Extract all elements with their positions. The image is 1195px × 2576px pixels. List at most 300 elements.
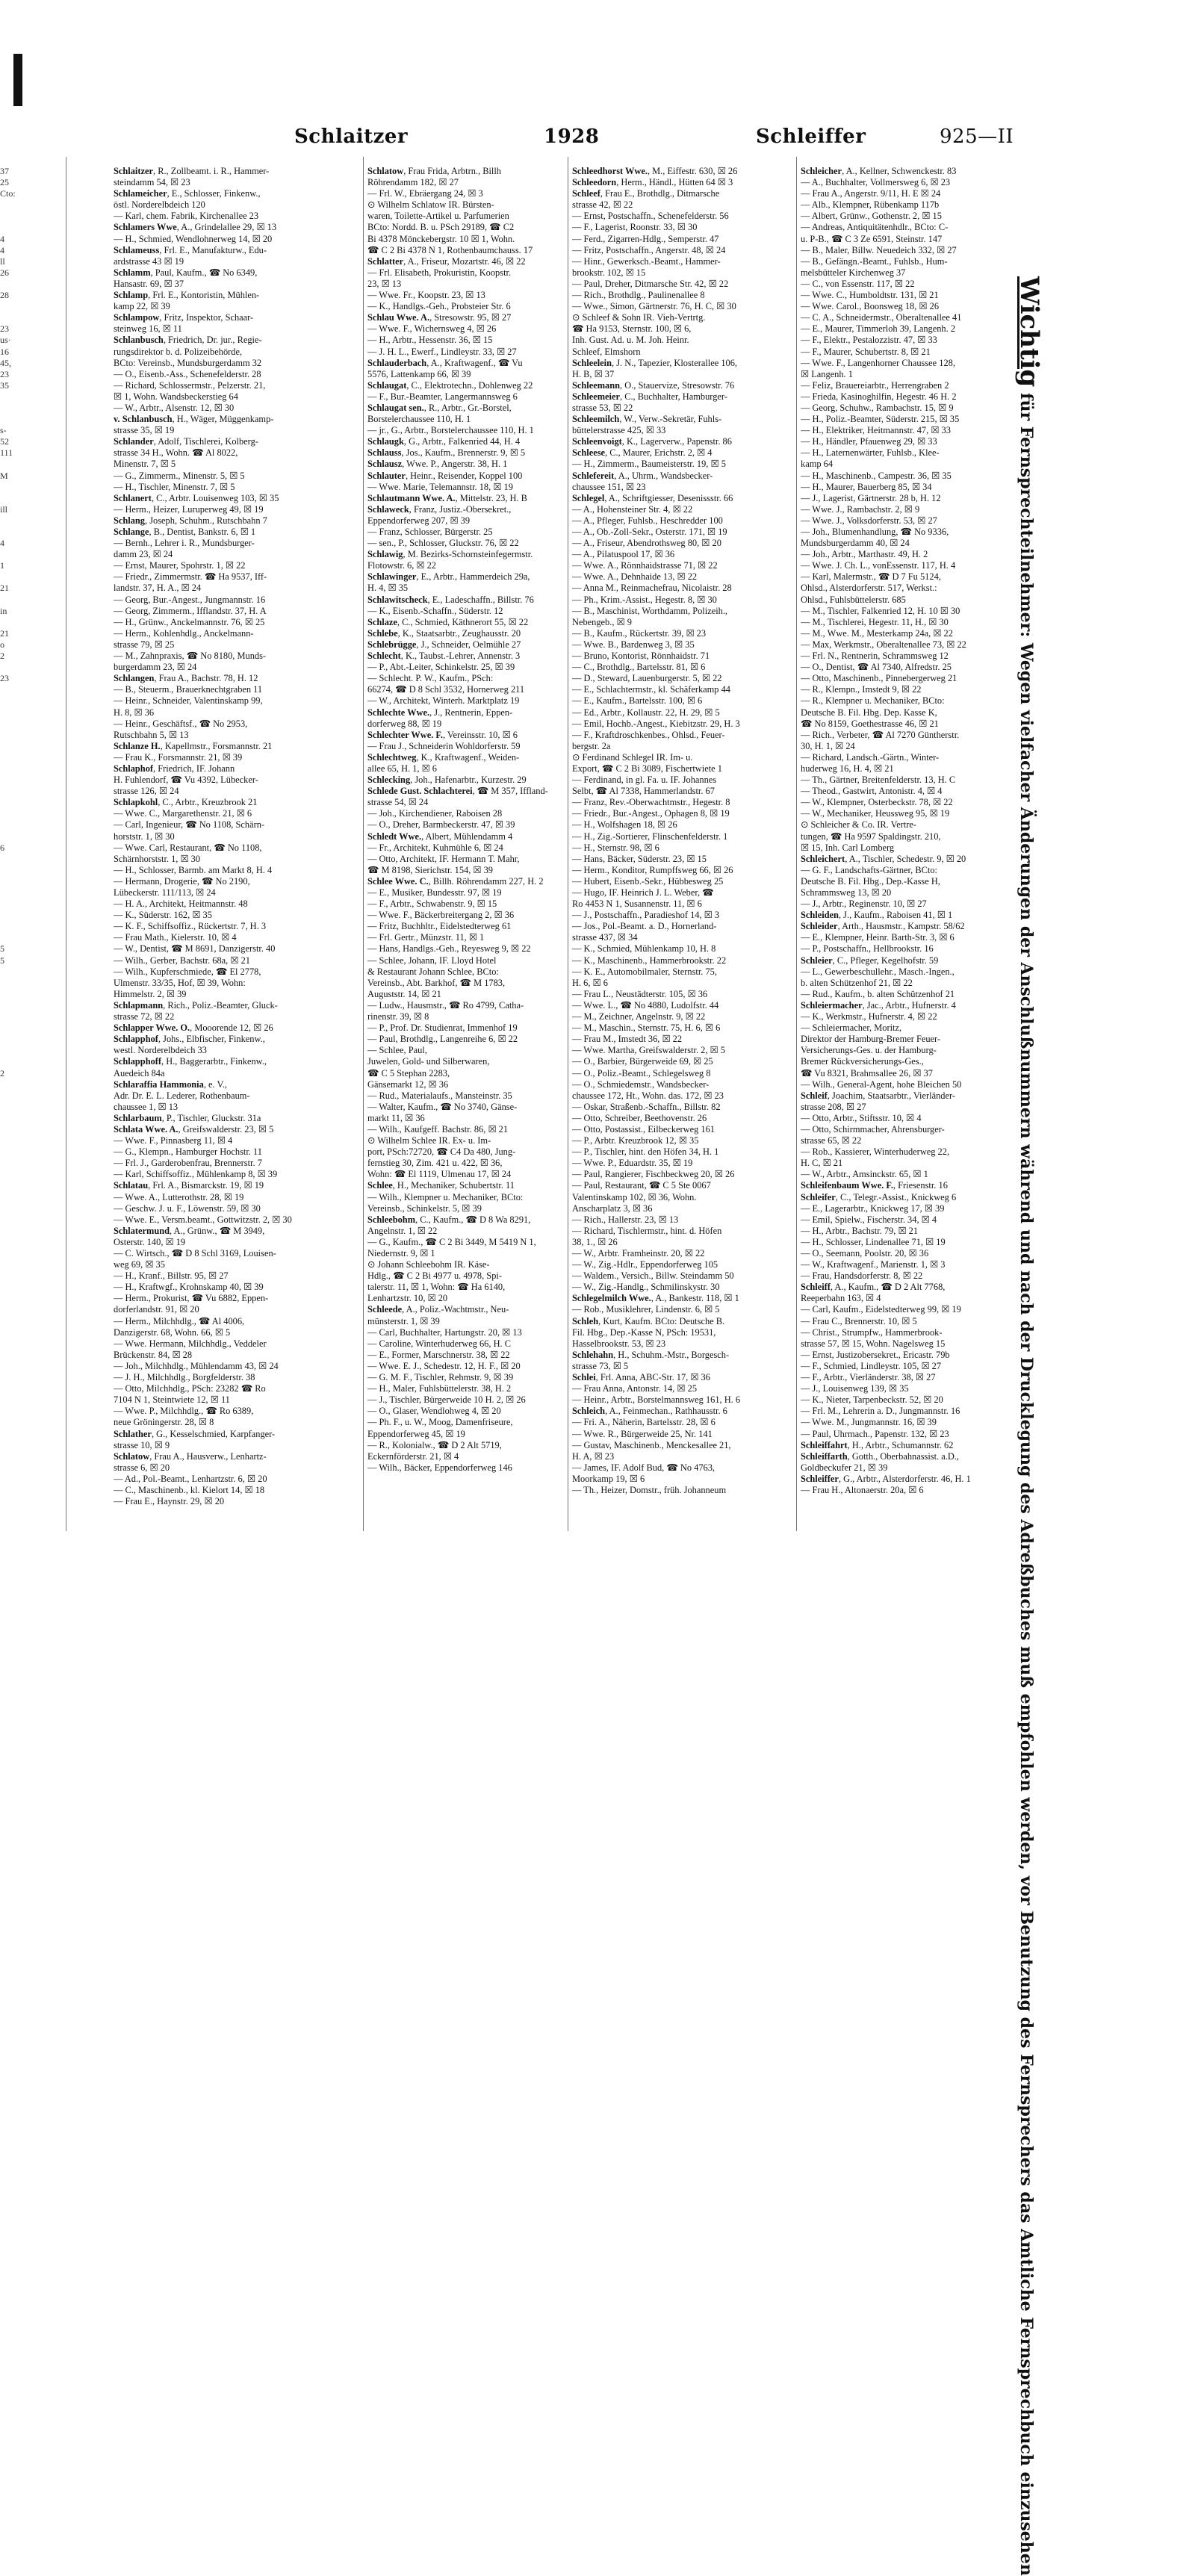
margin-fragment: 37 [0,166,9,176]
directory-entry-line: — Ferd., Zigarren-Hdlg., Semperstr. 47 [572,233,719,244]
directory-entry-line: Schlawitscheck, E., Ladeschaffn., Billstr. 76 [367,594,534,605]
margin-fragment [0,786,16,797]
margin-fragment [0,459,16,470]
directory-entry-line: rinenstr. 39, ☒ 8 [367,1011,429,1022]
directory-entry-line: — R., Klempner u. Mechaniker, BCto: [801,695,945,707]
directory-entry-line: ☎ M 8198, Sierichstr. 154, ☒ 39 [367,864,493,875]
directory-entry-line: Schleiermacher, Jac., Arbtr., Hufnerstr. 4 [801,999,956,1011]
directory-entry-line: 23, ☒ 13 [367,278,402,289]
directory-entry-line: strasse 57, ☒ 15, Wohn. Nagelsweg 15 [801,1338,946,1349]
directory-entry-line: Schleenvoigt, K., Lagerverw., Papenstr. 86 [572,436,732,447]
directory-entry-line: Hasselbrookstr. 53, ☒ 23 [572,1338,666,1349]
directory-entry-line: — Emil, Hochb.-Angest., Kiebitzstr. 29, H. 3 [572,718,740,729]
directory-entry-line: Schlanert, C., Arbtr. Louisenweg 103, ☒ 35 [114,492,279,503]
directory-entry-line: — Carl, Buchhalter, Hartungstr. 20, ☒ 13 [367,1326,522,1338]
directory-entry-line: — Wwe. J., Volksdorferstr. 53, ☒ 27 [801,515,937,526]
column-rule [796,157,797,1531]
margin-fragment [0,1383,16,1394]
directory-entry-line: Adr. Dr. E. L. Lederer, Rothenbaum- [114,1090,250,1101]
directory-entry-line: — Schlecht. P. W., Kaufm., PSch: [367,673,494,684]
directory-entry-line: Schlegel, A., Schriftgiesser, Desenissstr. 66 [572,492,733,503]
margin-fragment [0,1214,16,1226]
directory-entry-line: — G., Klempn., Hamburger Hochstr. 11 [114,1146,262,1158]
directory-entry-line: — Otto, Arbtr., Stiftsstr. 10, ☒ 4 [801,1112,922,1123]
margin-fragment [0,887,16,899]
directory-entry-line: — D., Steward, Lauenburgerstr. 5, ☒ 22 [572,673,722,684]
margin-fragment [0,1316,16,1327]
directory-entry-line: — C., Maschinenb., kl. Kielort 14, ☒ 18 [114,1484,265,1495]
margin-fragment: ill [0,503,8,515]
directory-entry-line: — jr., G., Arbtr., Borstelerchaussee 110, H. 1 [367,425,534,436]
directory-entry-line: waren, Toilette-Artikel u. Parfumerien [367,211,509,222]
directory-entry-line: — E., Maurer, Timmerloh 39, Langenh. 2 [801,323,956,335]
margin-fragment [0,1135,16,1146]
directory-entry-line: — Hubert, Eisenb.-Sekr., Hübbesweg 25 [572,875,724,887]
margin-fragment [0,775,16,786]
directory-entry-line: — B., Steuerm., Brauerknechtgraben 11 [114,684,263,695]
margin-fragment [0,989,16,1000]
directory-entry-line: — Frau E., Haynstr. 29, ☒ 20 [114,1496,225,1507]
margin-fragment [0,414,16,425]
directory-entry-line: Vereinsb., Abt. Barkhof, ☎ M 1783, [367,977,506,988]
margin-fragment: 45, [0,357,11,368]
directory-entry-line: strasse 34 H., Wohn. ☎ Al 8022, [114,447,238,459]
directory-entry-line: östl. Norderelbdeich 120 [114,199,205,211]
directory-entry-line: rungsdirektor b. d. Polizeibehörde, [114,346,243,357]
directory-entry-line: — W., Klempner, Osterbeckstr. 78, ☒ 22 [801,797,953,808]
directory-entry-line: — J., Arbtr., Reginenstr. 10, ☒ 27 [801,899,927,910]
margin-fragment: 28 [0,290,9,301]
directory-entry-line: — Wwe. Fr., Koopstr. 23, ☒ 13 [367,290,485,301]
directory-entry-line: — Joh., Arbtr., Marthastr. 49, H. 2 [801,549,928,560]
directory-entry-line: — H., Laternenwärter, Fuhlsb., Klee- [801,447,940,459]
directory-entry-line: — Carl, Kaufm., Eidelstedterweg 99, ☒ 19 [801,1304,961,1315]
directory-entry-line: 66274, ☎ D 8 Schl 3532, Hornerweg 211 [367,684,525,695]
margin-fragment [0,1113,16,1124]
directory-entry-line: — H., Kranf., Billstr. 95, ☒ 27 [114,1270,229,1282]
directory-entry-line: ⊙ Johann Schleebohm IR. Käse- [367,1259,490,1270]
directory-entry-line: — Rob., Musiklehrer, Lindenstr. 6, ☒ 5 [572,1304,720,1315]
directory-entry-line: Schlawinger, E., Arbtr., Hammerdeich 29a, [367,571,530,583]
directory-entry-line: steindamm 54, ☒ 23 [114,177,190,188]
directory-entry-line: — Frau C., Brennerstr. 10, ☒ 5 [801,1315,917,1326]
directory-entry-line: Schlaweck, Franz, Justiz.-Obersekret., [367,503,512,515]
directory-entry-line: Schlegelmilch Wwe., A., Bankestr. 118, ☒ 1 [572,1293,739,1304]
directory-entry-line: — Th., Heizer, Domstr., früh. Johanneum [572,1484,727,1495]
directory-entry-line: — Fr., Architekt, Kuhmühle 6, ☒ 24 [367,842,503,853]
margin-fragment: 21 [0,583,9,594]
directory-entry-line: Schlei, Frl. Anna, ABC-Str. 17, ☒ 36 [572,1372,710,1383]
directory-entry-line: H. 4, ☒ 35 [367,583,409,594]
margin-fragment [0,403,16,414]
margin-fragment [0,199,16,211]
margin-fragment [0,515,16,527]
directory-entry-line: Schlameuss, Frl. E., Manufakturw., Edu- [114,244,267,255]
directory-entry-line: — C., von Essenstr. 117, ☒ 22 [801,278,915,289]
directory-entry-line: — Paul, Brothdlg., Langenreihe 6, ☒ 22 [367,1034,518,1045]
directory-entry-line: — Wwe. E. J., Schedestr. 12, H. F., ☒ 20 [367,1360,521,1371]
margin-fragment: 2 [0,1067,4,1078]
margin-fragment [0,1327,16,1338]
directory-entry-line: — Jos., Pol.-Beamt. a. D., Hornerland- [572,921,717,932]
directory-entry-line: — H., Schmied, Wendlohnerweg 14, ☒ 20 [114,233,273,244]
directory-entry-line: Schleebohm, C., Kaufm., ☎ D 8 Wa 8291, [367,1214,531,1225]
directory-entry-line: Bi 4378 Mönckebergstr. 10 ☒ 1, Wohn. [367,233,515,244]
directory-entry-line: — Waldem., Versich., Billw. Steindamm 50 [572,1270,734,1282]
directory-entry-line: Schlee, H., Mechaniker, Schubertstr. 11 [367,1180,515,1191]
directory-entry-line: — E., Musiker, Bundesstr. 97, ☒ 19 [367,887,502,898]
directory-entry-line: Schlechtweg, K., Kraftwagenf., Weiden- [367,751,520,763]
margin-fragment [0,1361,16,1372]
directory-entry-line: — Schlee, Paul, [367,1045,427,1056]
directory-entry-line: — Frau H., Altonaerstr. 20a, ☒ 6 [801,1484,924,1495]
margin-fragment [0,391,16,403]
header-left-word: Schlaitzer [294,125,409,148]
directory-entry-line: Deutsche B. Fil. Hbg. Dep. Kasse K, [801,707,937,718]
margin-fragment [0,571,16,583]
directory-entry-line: — J., Tischler, Bürgerweide 10 H. 2, ☒ 26 [367,1394,526,1406]
directory-entry-line: H. C, ☒ 21 [801,1158,843,1169]
directory-entry-line: — M., Tischlerei, Hegestr. 11, H., ☒ 30 [801,616,949,627]
directory-entry-line: — Wilh., Bäcker, Eppendorferweg 146 [367,1462,512,1473]
directory-entry-line: — F., Bur.-Beamter, Langermannsweg 6 [367,391,518,402]
directory-entry-line: — Heinr., Schneider, Valentinskamp 99, [114,695,263,707]
margin-fragment: 23 [0,368,9,379]
margin-fragment [0,1237,16,1248]
directory-entry-line: kamp 64 [801,459,834,470]
margin-fragment: us· [0,335,11,346]
directory-entry-line: — W., Arbtr., Alsenstr. 12, ☒ 30 [114,402,235,413]
directory-column-2 [367,166,565,1533]
directory-entry-line: — M., Maschin., Sternstr. 75, H. 6, ☒ 6 [572,1022,721,1034]
directory-entry-line: — Friedr., Bur.-Angest., Ophagen 8, ☒ 19 [572,808,730,819]
directory-entry-line: — Wwe. F., Pinnasberg 11, ☒ 4 [114,1135,233,1146]
directory-entry-line: Schlangen, Frau A., Bachstr. 78, H. 12 [114,673,258,684]
directory-entry-line: — H., Arbtr., Hessenstr. 36, ☒ 15 [367,335,493,346]
sidebar-notice-lead: Wichtig [1014,276,1044,388]
directory-entry-line: allee 65, H. 1, ☒ 6 [367,763,438,774]
directory-entry-line: ☒ Langenh. 1 [801,368,853,379]
margin-fragment: 5 [0,943,4,955]
directory-entry-line: — Herm., Konditor, Rumpffsweg 66, ☒ 26 [572,864,733,875]
directory-entry-line: Schleif, Joachim, Staatsarbtr., Vierländer- [801,1090,955,1101]
directory-entry-line: — sen., P., Schlosser, Gluckstr. 76, ☒ 22 [367,538,519,549]
directory-entry-line: Schlausz, Wwe. P., Angerstr. 38, H. 1 [367,459,508,470]
directory-entry-line: Schleese, C., Maurer, Erichstr. 2, ☒ 4 [572,447,713,459]
directory-entry-line: Schlarbaum, P., Tischler, Gluckstr. 31a [114,1112,261,1123]
directory-entry-line: — Frl. M., Lehrerin a. D., Jungmannstr. 16 [801,1406,960,1417]
directory-entry-line: — J. H., Milchhdlg., Borgfelderstr. 38 [114,1372,255,1383]
margin-fragment [0,932,16,943]
directory-entry-line: — O., Eisenb.-Ass., Schenefelderstr. 28 [114,368,261,379]
directory-entry-line: — H., Schlosser, Barmb. am Markt 8, H. 4 [114,864,273,875]
directory-entry-line: — O., Dreher, Barmbeckerstr. 47, ☒ 39 [367,819,515,831]
directory-entry-line: — Hans, Bäcker, Süderstr. 23, ☒ 15 [572,853,707,864]
sidebar-notice [1014,276,1059,2576]
directory-entry-line: Schlapphoff, H., Baggerarbtr., Finkenw., [114,1056,267,1067]
directory-entry-line: — Joh., Kirchendiener, Raboisen 28 [367,808,503,819]
directory-entry-line: — E., Kaufm., Bartelsstr. 100, ☒ 6 [572,695,703,707]
margin-fragment [0,695,16,707]
directory-entry-line: strasse 42, ☒ 22 [572,199,633,211]
directory-entry-line: Schleich, A., Feinmechan., Rathhausstr. 6 [572,1406,727,1417]
directory-entry-line: Lenhartzstr. 10, ☒ 20 [367,1293,448,1304]
directory-entry-line: Schlaugk, G., Arbtr., Falkenried 44, H. 4 [367,436,521,447]
directory-entry-line: Schlamm, Paul, Kaufm., ☎ No 6349, [114,267,258,278]
margin-fragment: 5 [0,955,4,966]
directory-entry-line: — H., Zimmerm., Baumeisterstr. 19, ☒ 5 [572,459,726,470]
directory-entry-line: — Frau M., Imstedt 36, ☒ 22 [572,1034,683,1045]
directory-entry-line: — Wilh., Kupferschmiede, ☎ El 2778, [114,966,261,977]
directory-entry-line: ☎ C 2 Bi 4378 N 1, Rothenbaumchauss. 17 [367,244,533,255]
directory-entry-line: Schlefereit, A., Uhrm., Wandsbecker- [572,470,713,481]
margin-fragment [0,966,16,978]
directory-entry-line: Auguststr. 14, ☒ 21 [367,988,441,999]
directory-entry-line: H. Fuhlendorf, ☎ Vu 4392, Lübecker- [114,775,258,786]
directory-entry-line: Schleemann, O., Stauervize, Stresowstr. 76 [572,379,735,391]
directory-entry-line: — W., Zig.-Handlg., Schmilinskystr. 30 [572,1282,720,1293]
directory-entry-line: — R., Klempn., Imstedt 9, ☒ 22 [801,684,922,695]
directory-entry-line: strasse 6, ☒ 20 [114,1462,170,1473]
directory-entry-line: strasse 53, ☒ 22 [572,402,633,413]
directory-entry-line: — Joh., Blumenhandlung, ☎ No 9336, [801,527,949,537]
directory-entry-line: — Ph., Krim.-Assist., Hegestr. 8, ☒ 30 [572,594,717,605]
directory-entry-line: — Ludw., Hausmstr., ☎ Ro 4799, Catha- [367,999,524,1011]
directory-entry-line: — Wwe. C., Margarethenstr. 21, ☒ 6 [114,808,252,819]
margin-fragment: 26 [0,267,9,278]
directory-entry-line: dorferweg 88, ☒ 19 [367,718,442,729]
margin-fragment [0,1000,16,1011]
directory-entry-line: — H., Zig.-Sortierer, Flinschenfelderstr. 1 [572,831,728,842]
directory-entry-line: burgerdamm 23, ☒ 24 [114,662,197,673]
directory-entry-line: Schlehahn, H., Schuhm.-Mstr., Borgesch- [572,1349,730,1360]
margin-fragment [0,1259,16,1270]
directory-entry-line: — Frau Anna, Antonstr. 14, ☒ 25 [572,1383,698,1394]
margin-fragment [0,1034,16,1045]
margin-fragment: 23 [0,673,9,684]
directory-entry-line: Schlatow, Frau A., Hausverw., Lenhartz- [114,1450,267,1462]
directory-entry-line: v. Schlanbusch, H., Wäger, Müggenkamp- [114,414,274,425]
margin-fragment [0,1124,16,1135]
directory-entry-line: — Ernst, Maurer, Spohrstr. 1, ☒ 22 [114,560,246,571]
directory-entry-line: — O., Schmiedemstr., Wandsbecker- [572,1078,710,1090]
directory-entry-line: — M., Zahnpraxis, ☎ No 8180, Munds- [114,651,267,662]
directory-entry-line: — Richard, Tischlermstr., hint. d. Höfen [572,1225,722,1236]
directory-entry-line: Schlapmann, Rich., Poliz.-Beamter, Gluck- [114,999,278,1011]
directory-entry-line: Röhrendamm 182, ☒ 27 [367,177,459,188]
directory-entry-line: — M., Zeichner, Angelnstr. 9, ☒ 22 [572,1011,706,1022]
directory-entry-line: H. 8, ☒ 36 [114,707,155,718]
directory-entry-line: — A., Friseur, Abendrothsweg 80, ☒ 20 [572,538,721,549]
directory-entry-line: — Wwe. L., ☎ No 4880, Ludolfstr. 44 [572,999,719,1011]
directory-entry-line: — H., Maler, Fuhlsbüttelerstr. 38, H. 2 [367,1383,512,1394]
margin-fragment: 35 [0,379,9,391]
directory-entry-line: strasse 126, ☒ 24 [114,786,179,797]
directory-entry-line: — Franz, Schlosser, Bürgerstr. 25 [367,527,493,537]
directory-entry-line: — Wwe. R., Bürgerweide 25, Nr. 141 [572,1428,713,1439]
margin-fragment: 23 [0,323,9,335]
directory-entry-line: Schlechte Wwe., J., Rentnerin, Eppen- [367,707,513,718]
directory-entry-line: — Wwe. J., Rambachstr. 2, ☒ 9 [801,503,920,515]
directory-entry-line: Schleelein, J. N., Tapezier, Klosterallee 106, [572,357,738,368]
directory-entry-line: Schleef, Frau E., Brothdlg., Ditmarsche [572,188,720,199]
directory-entry-line: — Alb., Klempner, Rübenkamp 117b [801,199,940,211]
directory-entry-line: — P., Prof. Dr. Studienrat, Immenhof 19 [367,1022,518,1034]
directory-entry-line: — Oskar, Straßenb.-Schaffn., Billstr. 82 [572,1101,721,1112]
directory-entry-line: Ro 4453 N 1, Susannenstr. 11, ☒ 6 [572,899,702,910]
directory-entry-line: Schleicher, A., Kellner, Schwenckestr. 83 [801,166,957,176]
directory-entry-line: Schleh, Kurt, Kaufm. BCto: Deutsche B. [572,1315,725,1326]
directory-entry-line: Valentinskamp 102, ☒ 36, Wohn. [572,1191,697,1202]
directory-entry-line: — Wwe. P., Eduardstr. 35, ☒ 19 [572,1158,693,1169]
margin-fragment [0,1293,16,1304]
margin-fragment [0,301,16,312]
directory-entry-line: — K., Maschinenb., Hammerbrookstr. 22 [572,955,727,966]
directory-entry-line: büttelerstrasse 425, ☒ 33 [572,425,666,436]
directory-entry-line: Schlaphof, Friedrich, IF. Johann [114,763,235,774]
directory-entry-line: Schlebe, K., Staatsarbtr., Zeughausstr. 20 [367,627,521,639]
directory-entry-line: — Ph. F., u. W., Moog, Damenfriseure, [367,1417,513,1428]
directory-entry-line: H. B, ☒ 37 [572,368,615,379]
margin-fragment [0,1338,16,1350]
margin-fragment [0,707,16,719]
directory-entry-line: — Rich., Verbeter, ☎ Al 7270 Güntherstr. [801,729,960,740]
directory-entry-line: — Paul, Rangierer, Fischbeckweg 20, ☒ 26 [572,1169,735,1180]
directory-entry-line: — Wwe. A., Rönnhaidstrasse 71, ☒ 22 [572,560,718,571]
directory-entry-line: strasse 10, ☒ 9 [114,1439,170,1450]
directory-entry-line: Schlather, G., Kesselschmied, Karpfanger- [114,1428,276,1439]
margin-fragment [0,1158,16,1169]
directory-column-3 [572,166,793,1533]
directory-entry-line: — W., Dentist, ☎ M 8691, Danzigerstr. 40 [114,943,276,955]
directory-entry-line: — Richard, Landsch.-Gärtn., Winter- [801,751,940,763]
directory-entry-line: — Paul, Uhrmach., Papenstr. 132, ☒ 23 [801,1428,949,1439]
margin-fragment [0,1011,16,1022]
directory-entry-line: Hansastr. 69, ☒ 37 [114,278,184,289]
margin-fragment: 6 [0,842,4,853]
directory-entry-line: Juwelen, Gold- und Silberwaren, [367,1056,490,1067]
directory-entry-line: — Caroline, Winterhuderweg 66, H. C [367,1338,511,1349]
directory-entry-line: Lübeckerstr. 111/113, ☒ 24 [114,887,216,898]
directory-entry-line: — J., Louisenweg 139, ☒ 35 [801,1383,909,1394]
directory-entry-line: — Joh., Milchhdlg., Mühlendamm 43, ☒ 24 [114,1360,279,1371]
directory-entry-line: — K., Schmied, Mühlenkamp 10, H. 8 [572,943,716,955]
directory-entry-line: strasse 65, ☒ 22 [801,1135,862,1146]
directory-entry-line: 38, 1., ☒ 26 [572,1236,618,1247]
margin-fragment [0,910,16,921]
directory-entry-line: Schledt Wwe., Albert, Mühlendamm 4 [367,831,513,842]
directory-entry-line: kamp 22, ☒ 39 [114,301,170,312]
directory-entry-line: dorferlandstr. 91, ☒ 20 [114,1304,199,1315]
directory-entry-line: — Otto, Schreiber, Beethovenstr. 26 [572,1112,707,1123]
directory-entry-line: Hdlg., ☎ C 2 Bi 4977 u. 4978, Spi- [367,1270,502,1282]
directory-entry-line: — Feliz, Brauereiarbtr., Herrengraben 2 [801,379,949,391]
directory-entry-line: Reeperbahn 163, ☒ 4 [801,1293,881,1304]
directory-entry-line: horststr. 1, ☒ 30 [114,831,175,842]
directory-entry-line: huderweg 16, H. 4, ☒ 21 [801,763,894,774]
directory-entry-line: — A., Pilatuspool 17, ☒ 36 [572,549,675,560]
directory-entry-line: — Frau, Handsdorferstr. 8, ☒ 22 [801,1270,923,1282]
directory-entry-line: Angelnstr. 1, ☒ 22 [367,1225,438,1236]
directory-entry-line: — Heinr., Geschäftsf., ☎ No 2953, [114,718,248,729]
directory-entry-line: Schleiffarth, Gotth., Oberbahnassist. a.D., [801,1450,959,1462]
directory-entry-line: fernstieg 30, Zim. 421 u. 422, ☒ 36, [367,1158,503,1169]
directory-entry-line: Schärnhorststr. 1, ☒ 30 [114,853,201,864]
directory-entry-line: Schleiff, A., Kaufm., ☎ D 2 Alt 7768, [801,1282,946,1293]
directory-entry-line: Himmelstr. 2, ☒ 39 [114,988,187,999]
directory-entry-line: — Paul, Dreher, Ditmarsche Str. 42, ☒ 22 [572,278,729,289]
directory-entry-line: Schlatter, A., Friseur, Mozartstr. 46, ☒ 22 [367,255,526,267]
directory-entry-line: — H., Schlosser, Lindenallee 71, ☒ 19 [801,1236,946,1247]
directory-entry-line: Ulmenstr. 33/35, Hof, ☒ 39, Wohn: [114,977,246,988]
directory-entry-line: Schlautmann Wwe. A., Mittelstr. 23, H. B [367,492,527,503]
directory-entry-line: strasse 35, ☒ 19 [114,425,175,436]
directory-entry-line: ☎ No 8159, Goethestrasse 46, ☒ 21 [801,718,939,729]
directory-entry-line: — Rud., Kaufm., b. alten Schützenhof 21 [801,988,955,999]
directory-entry-line: — Wwe. J. Ch. L., vonEssenstr. 117, H. 4 [801,560,956,571]
directory-entry-line: — Otto, Maschinenb., Pinnebergerweg 21 [801,673,957,684]
directory-entry-line: Schleider, Arth., Hausmstr., Kampstr. 58/62 [801,921,965,932]
directory-entry-line: Schlatow, Frau Frida, Arbtrn., Billh [367,166,501,176]
margin-fragment [0,1102,16,1113]
directory-entry-line: — C. A., Schneidermstr., Oberaltenallee 41 [801,312,962,323]
margin-fragment [0,1282,16,1293]
directory-entry-line: — F., Arbtr., Vierländerstr. 38, ☒ 27 [801,1372,936,1383]
margin-fragment: M [0,470,8,481]
directory-entry-line: — P., Abt.-Leiter, Schinkelstr. 25, ☒ 39 [367,662,515,673]
directory-entry-line: Schlapper Wwe. O., Mooorende 12, ☒ 26 [114,1022,273,1034]
directory-entry-line: Bremer Rückversicherungs-Ges., [801,1056,924,1067]
directory-entry-line: Versicherungs-Ges. u. der Hamburg- [801,1045,937,1056]
directory-entry-line: Schlata Wwe. A., Greifswalderstr. 23, ☒ 5 [114,1123,274,1135]
directory-entry-line: — Ernst, Justizobersekret., Ericastr. 79b [801,1349,950,1360]
directory-entry-line: — O., Poliz.-Beamt., Schlegelsweg 8 [572,1067,711,1078]
directory-entry-line: ☎ C 5 Stephan 2283, [367,1067,450,1078]
directory-entry-line: Schleede, A., Poliz.-Wachtmstr., Neu- [367,1304,509,1315]
directory-entry-line: — Karl, Schiffsoffiz., Mühlenkamp 8, ☒ 39 [114,1169,278,1180]
directory-entry-line: — E., Lagerarbtr., Knickweg 17, ☒ 39 [801,1202,945,1214]
directory-entry-line: — Otto, Schirmmacher, Ahrensburger- [801,1123,945,1135]
directory-entry-line: — J., Postschaffn., Paradieshof 14, ☒ 3 [572,910,720,921]
directory-entry-line: Schleiden, J., Kaufm., Raboisen 41, ☒ 1 [801,910,953,921]
directory-entry-line: Schlange, B., Dentist, Bankstr. 6, ☒ 1 [114,527,256,537]
directory-entry-line: H. A, ☒ 23 [572,1450,615,1462]
margin-fragment [0,279,16,290]
directory-entry-line: — A., Hohensteiner Str. 4, ☒ 22 [572,503,693,515]
directory-entry-line: Schlecking, Joh., Hafenarbtr., Kurzestr. 29 [367,775,527,786]
directory-entry-line: — Frau K., Forsmannstr. 21, ☒ 39 [114,751,243,763]
directory-entry-line: Eckernförderstr. 21, ☒ 4 [367,1450,459,1462]
directory-entry-line: Schlaitzer, R., Zollbeamt. i. R., Hammer- [114,166,270,176]
directory-entry-line: strasse 72, ☒ 22 [114,1011,175,1022]
directory-entry-line: Schlebrügge, J., Schneider, Oelmühle 27 [367,639,521,650]
margin-fragment [0,865,16,876]
directory-entry-line: Schlatau, Frl. A., Bismarckstr. 19, ☒ 19 [114,1180,264,1191]
margin-fragment [0,921,16,932]
directory-entry-line: melsbütteler Kirchenweg 37 [801,267,906,278]
directory-entry-line: — Wwe. A., Lutterothstr. 28, ☒ 19 [114,1191,244,1202]
directory-entry-line: neue Gröningerstr. 28, ☒ 8 [114,1417,214,1428]
directory-entry-line: — K., Süderstr. 162, ☒ 35 [114,910,212,921]
directory-entry-line: — F., Elektr., Pestalozzistr. 47, ☒ 33 [801,335,937,346]
margin-fragment [0,730,16,741]
directory-entry-line: H. 6, ☒ 6 [572,977,608,988]
directory-entry-line: Borstelerchaussee 110, H. 1 [367,414,471,425]
directory-entry-line: Ohlsd., Fuhlsbüttelerstr. 685 [801,594,906,605]
directory-entry-line: — L., Gewerbeschullehr., Masch.-Ingen., [801,966,955,977]
directory-entry-line: — Hans, Handlgs.-Geh., Reyesweg 9, ☒ 22 [367,943,531,955]
directory-entry-line: — Wwe. C., Humboldtstr. 131, ☒ 21 [801,290,939,301]
